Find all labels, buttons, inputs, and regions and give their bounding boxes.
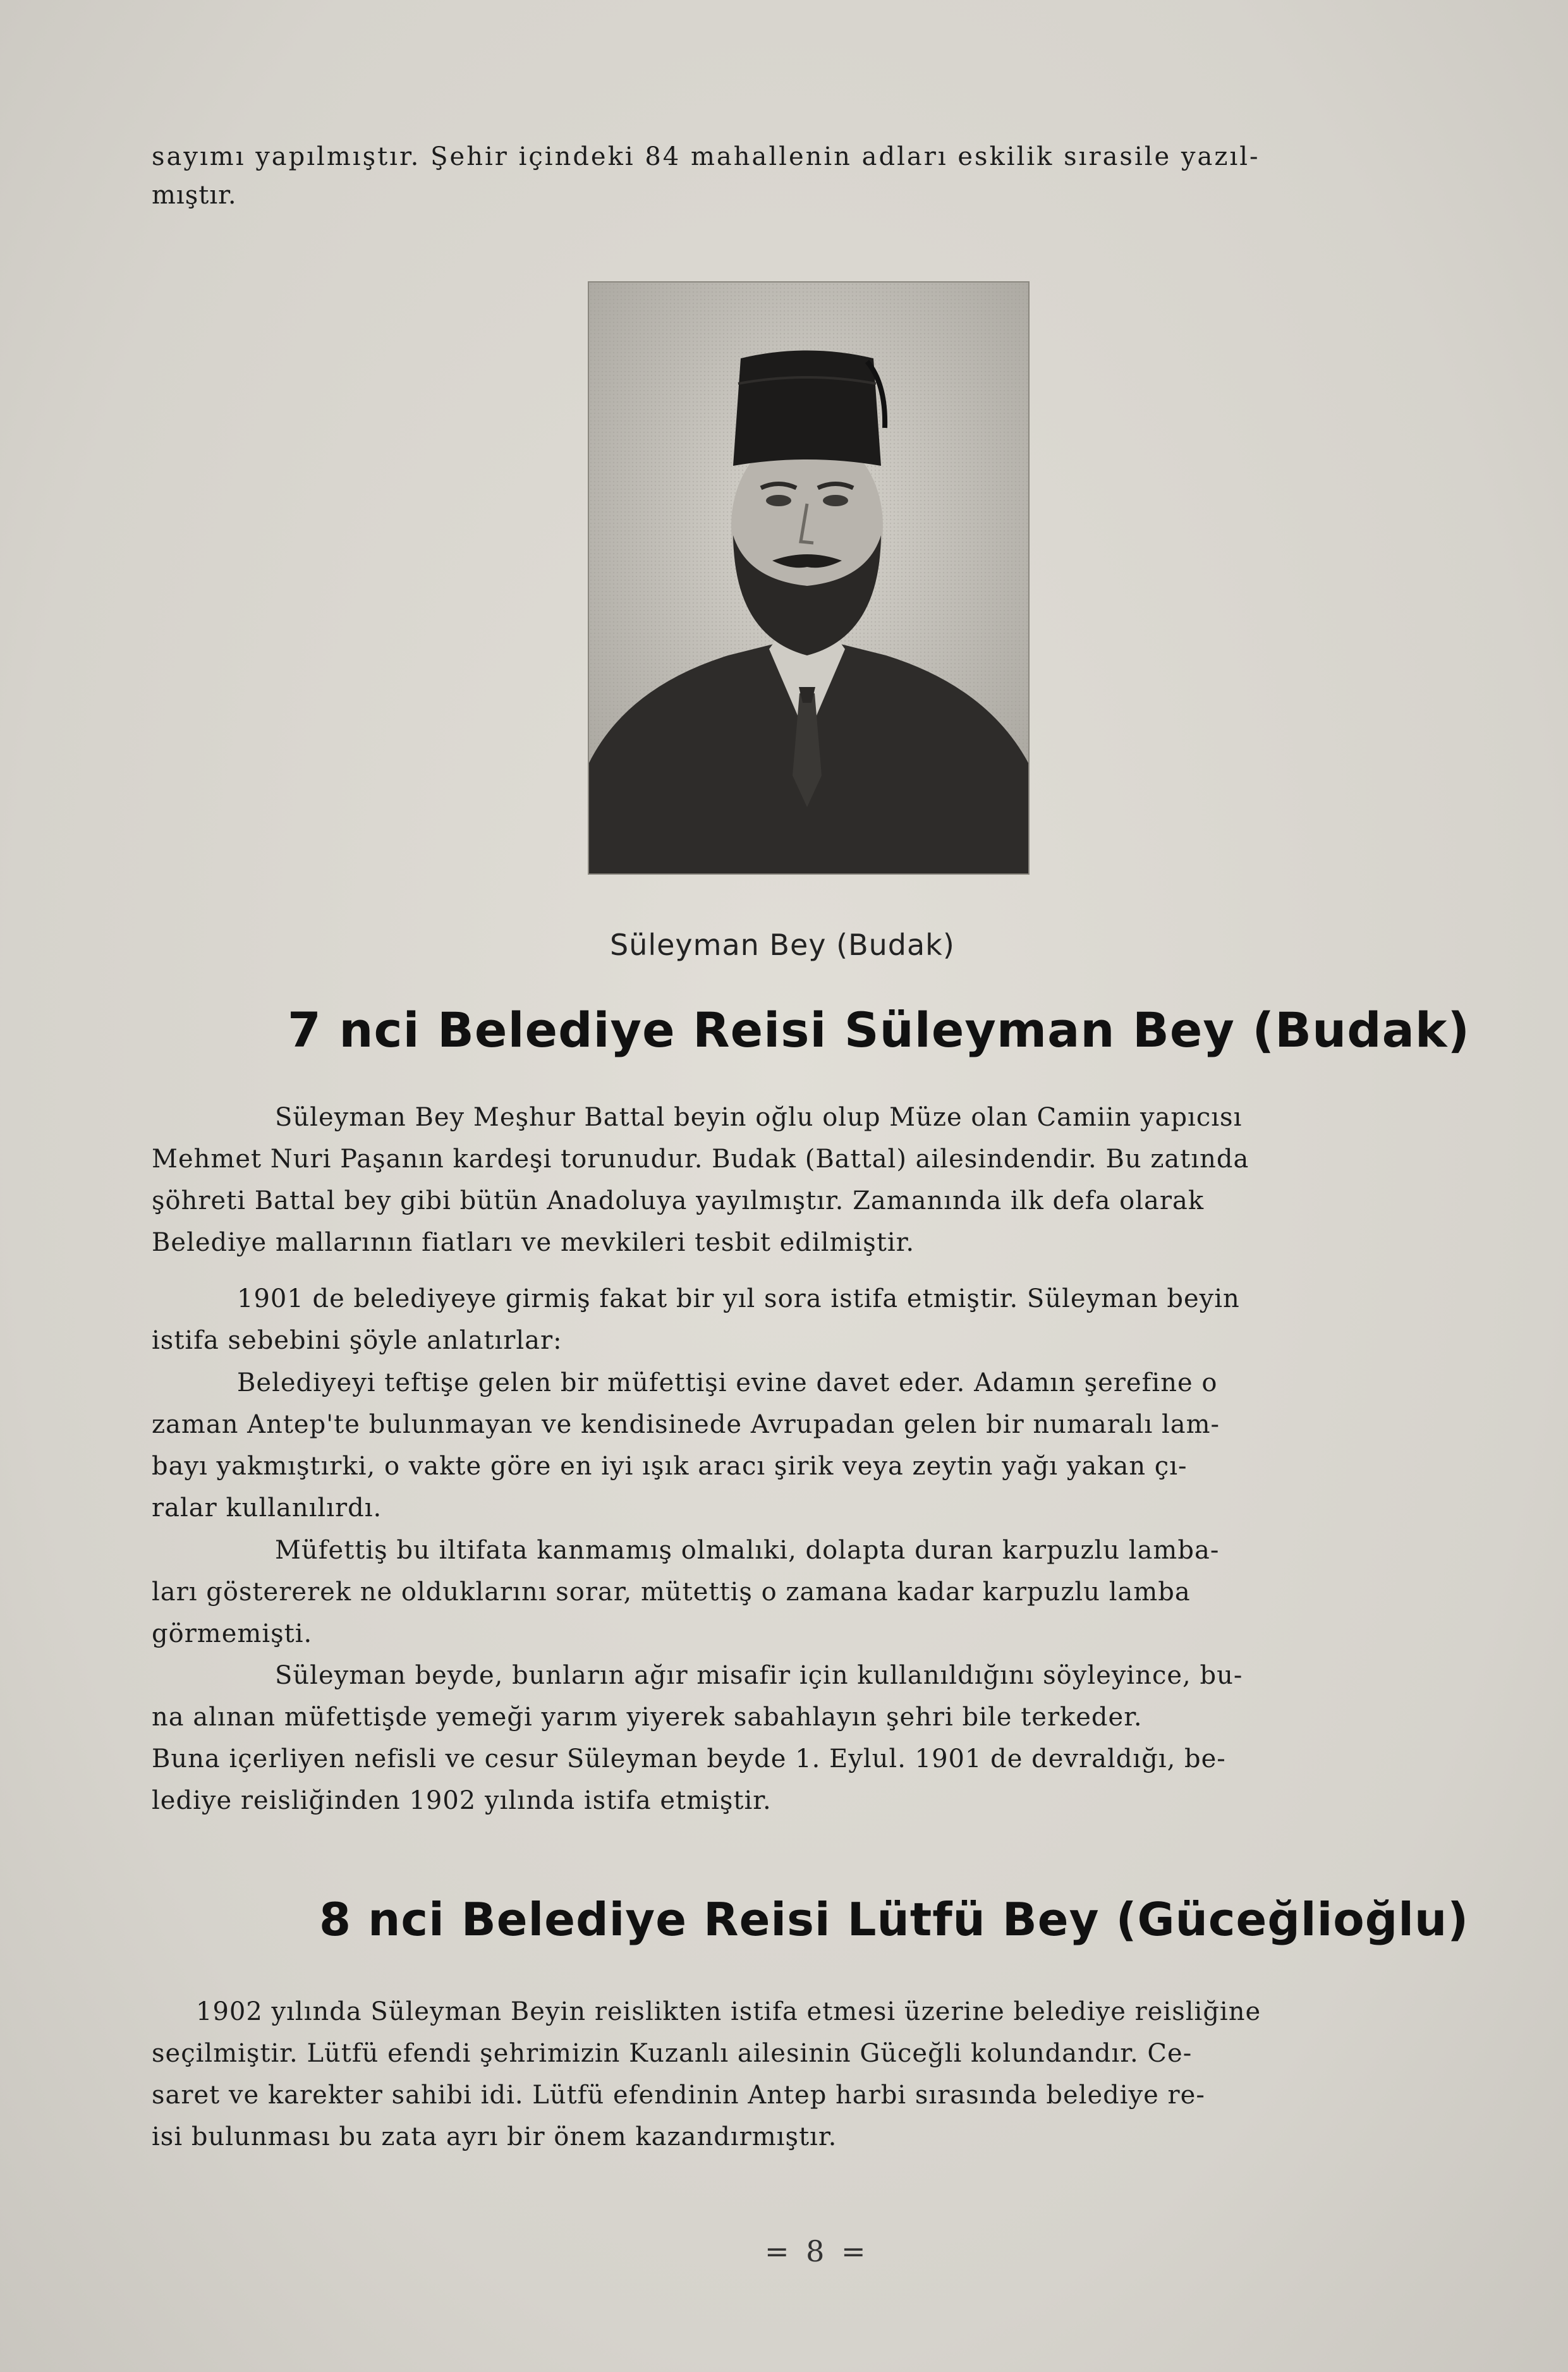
section-7-paragraph-5 xyxy=(152,1655,1441,1822)
section-7-paragraph-3 xyxy=(152,1362,1441,1529)
s7-p5-line-3: Buna içerliyen nefisli ve cesur Süleyman beyde 1. Eylul. 1901 de devraldığı, be- xyxy=(152,1744,1226,1773)
s7-p3-line-2: zaman Antep'te bulunmayan ve kendisinede Avrupadan gelen bir numaralı lam- xyxy=(152,1410,1220,1439)
s8-p1-line-3: saret ve karekter sahibi idi. Lütfü efendinin Antep harbi sırasında belediye re- xyxy=(152,2081,1205,2110)
section-7-heading: 7 nci Belediye Reisi Süleyman Bey (Budak) xyxy=(288,1002,1471,1058)
top-line-1: sayımı yapılmıştır. Şehir içindeki 84 mahallenin adları eskilik sırasile yazıl- xyxy=(152,142,1260,171)
s7-p4-line-1: Müfettiş bu iltifata kanmamış olmalıki, dolapta duran karpuzlu lamba- xyxy=(275,1536,1220,1565)
s7-p1-line-1: Süleyman Bey Meşhur Battal beyin oğlu olup Müze olan Camiin yapıcısı xyxy=(275,1103,1243,1132)
s7-p2-line-2: istifa sebebini şöyle anlatırlar: xyxy=(152,1326,562,1355)
s7-p5-line-4: lediye reisliğinden 1902 yılında istifa etmiştir. xyxy=(152,1786,772,1815)
page-number: = 8 = xyxy=(765,2234,870,2268)
s7-p4-line-2: ları göstererek ne olduklarını sorar, mütettiş o zamana kadar karpuzlu lamba xyxy=(152,1578,1191,1607)
photo-caption: Süleyman Bey (Budak) xyxy=(610,928,955,962)
top-paragraph xyxy=(152,136,1441,213)
s7-p5-line-2: na alınan müfettişde yemeği yarım yiyerek sabahlayın şehri bile terkeder. xyxy=(152,1703,1143,1732)
s7-p3-line-1: Belediyeyi teftişe gelen bir müfettişi evine davet eder. Adamın şerefine o xyxy=(237,1368,1218,1397)
s7-p5-line-1: Süleyman beyde, bunların ağır misafir için kullanıldığını söyleyince, bu- xyxy=(275,1661,1243,1690)
s8-p1-line-4: isi bulunması bu zata ayrı bir önem kazandırmıştır. xyxy=(152,2122,837,2151)
s7-p4-line-3: görmemişti. xyxy=(152,1619,313,1648)
show-through-text xyxy=(316,695,334,754)
s8-p1-line-1: 1902 yılında Süleyman Beyin reislikten istifa etmesi üzerine belediye reisliğine xyxy=(196,1997,1261,2026)
section-7-paragraph-2 xyxy=(152,1278,1441,1361)
s7-p3-line-4: ralar kullanılırdı. xyxy=(152,1493,382,1523)
section-8-paragraph-1 xyxy=(152,1991,1441,2158)
s7-p1-line-3: şöhreti Battal bey gibi bütün Anadoluya yayılmıştır. Zamanında ilk defa olarak xyxy=(152,1186,1205,1215)
portrait-illustration xyxy=(589,283,1028,873)
s7-p1-line-2: Mehmet Nuri Paşanın kardeşi torunudur. Budak (Battal) ailesindendir. Bu zatında xyxy=(152,1145,1249,1174)
s7-p3-line-3: bayı yakmıştırki, o vakte göre en iyi ışık aracı şirik veya zeytin yağı yakan çı- xyxy=(152,1452,1188,1481)
s7-p2-line-1: 1901 de belediyeye girmiş fakat bir yıl sora istifa etmiştir. Süleyman beyin xyxy=(237,1284,1240,1313)
section-8-heading: 8 nci Belediye Reisi Lütfü Bey (Güceğlioğlu) xyxy=(319,1893,1469,1946)
top-line-2: mıştır. xyxy=(152,181,237,210)
section-7-paragraph-4 xyxy=(152,1530,1441,1655)
portrait-photo xyxy=(588,281,1030,875)
section-7-paragraph-1 xyxy=(152,1097,1441,1263)
s7-p1-line-4: Belediye mallarının fiatları ve mevkileri tesbit edilmiştir. xyxy=(152,1228,915,1257)
s8-p1-line-2: seçilmiştir. Lütfü efendi şehrimizin Kuzanlı ailesinin Güceğli kolundandır. Ce- xyxy=(152,2039,1193,2068)
